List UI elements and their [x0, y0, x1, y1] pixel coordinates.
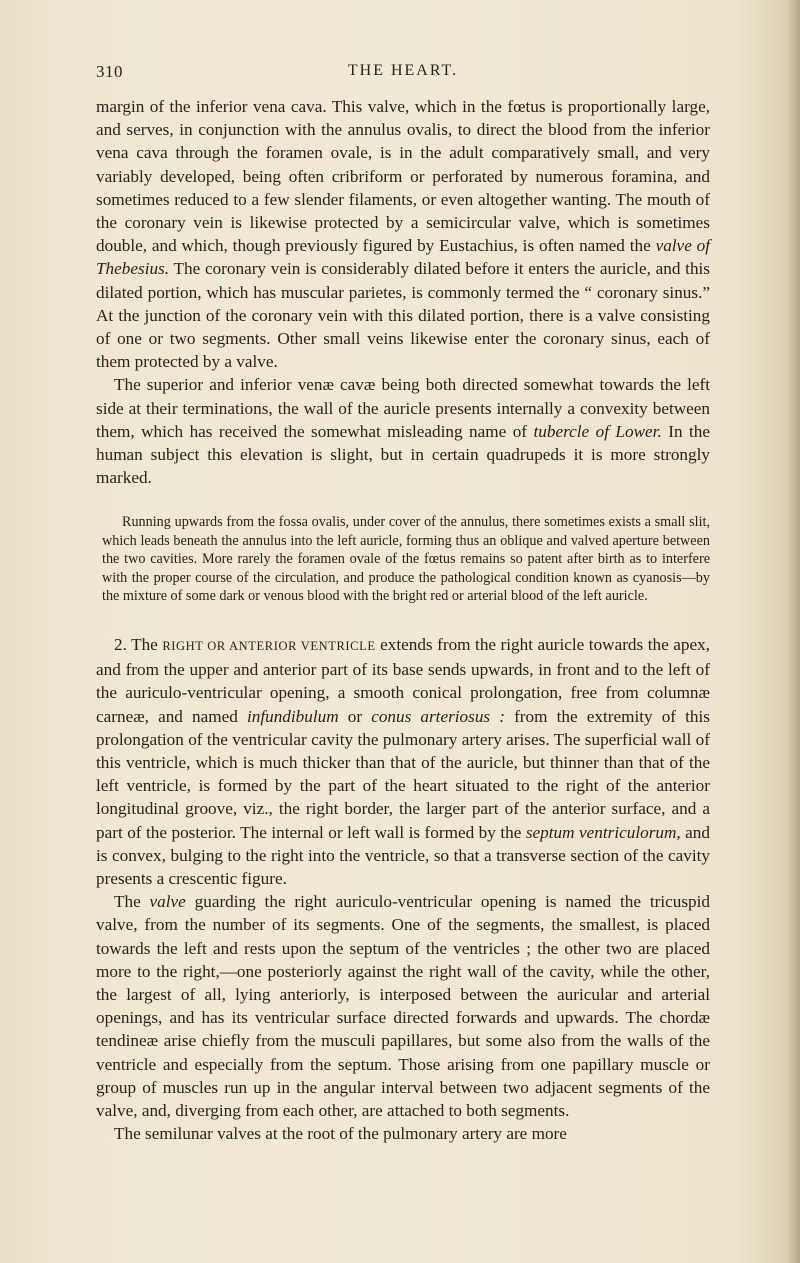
section-heading: RIGHT OR ANTERIOR VENTRICLE: [162, 638, 376, 653]
text-run: The coronary vein is considerably dilated before it enters the auricle, and this dilated portion, which has muscular parietes, is commonly termed the “ coronary sinus.” At the junction of the coronary vein with this dilated portion, there is a valve consisting of one or two segments. Other small veins likewise enter the coronary sinus, each of them protected by a valve.: [96, 259, 710, 372]
text-run: or: [338, 706, 372, 726]
text-run: and is convex, bulging to the right into the ventricle, so that a transverse section of the cavity presents a crescentic figure.: [96, 822, 710, 888]
running-head: THE HEART.: [347, 62, 459, 79]
text-run: In the human subject this elevation is slight, but in certain quadrupeds it is more strongly marked.: [96, 421, 710, 488]
text-run: The: [114, 892, 150, 912]
page-edge-shadow: [786, 0, 800, 1263]
italic-term: infundibulum: [246, 706, 339, 726]
text-run: from the extremity of this prolongation of the ventricular cavity the pulmonary artery arises. The superficial wall of this ventricle, which is much thicker than that of the auricle, but thinner than that of the left ventricle, is formed by the part of the heart situated to the right of the anterior longitudinal groove, viz., the right border, the larger part of the anterior surface, and a part of the posterior. The internal or left wall is formed by the: [96, 706, 710, 842]
paragraph-semilunar-valves: The semilunar valves at the root of the pulmonary artery are more: [114, 1124, 567, 1144]
paragraph-eustachian-valve: [96, 95, 710, 373]
paragraph-tubercle: [96, 373, 710, 489]
italic-term: valve of Thebesius.: [96, 236, 711, 279]
italic-term: valve: [149, 892, 186, 912]
text-run: margin of the inferior vena cava. This valve, which in the fœtus is proportionally large, and serves, in conjunction with the annulus ovalis, to direct the blood from the inferior vena cava through the foramen ovale, is in the adult comparatively small, and very variably developed, being often cribriform or perforated by numerous foramina, and sometimes reduced to a few slender filaments, or even altogether wanting. The mouth of the coronary vein is likewise protected by a semicircular valve, which is sometimes double, and which, though previously figured by Eustachius, is often named the: [96, 97, 710, 256]
text-run: guarding the right auriculo-ventricular opening is named the tricuspid valve, from the number of its segments. One of the segments, the smallest, is placed towards the left and rests upon the septum of the ventricles ; the other two are placed more to the right,—one posteriorly against the right wall of the cavity, while the other, the largest of all, lying anteriorly, is interposed between the auricular and arterial openings, and has its ventricular surface directed forwards and upwards. The chordæ tendineæ arise chiefly from the musculi papillares, but some also from the walls of the ventricle and especially from the septum. Those arising from one papillary muscle or group of muscles run up in the angular interval between two adjacent segments of the valve, and, diverging from each other, are attached to both segments.: [96, 892, 710, 1121]
text-run: The superior and inferior venæ cavæ being both directed somewhat towards the left side at their terminations, the wall of the auricle presents internally a convexity between them, which has received the somewhat misleading name of: [96, 375, 710, 441]
page-header: [96, 62, 710, 86]
paragraph-right-ventricle: [96, 633, 710, 890]
page-number: 310: [96, 62, 123, 81]
small-print-note: Running upwards from the fossa ovalis, under cover of the annulus, there sometimes exists a small slit, which leads beneath the annulus into the left auricle, forming thus an oblique and valved aperture between the two cavities. More rarely the foramen ovale of the fœtus remains so patent after birth as to interfere with the proper course of the circulation, and produce the pathological condition known as cyanosis—by the mixture of some dark or venous blood with the bright red or arterial blood of the left auricle.: [102, 514, 710, 605]
body-text: [96, 95, 710, 1145]
section-number: 2. The: [114, 634, 163, 654]
text-run: extends from the right auricle towards the apex, and from the upper and anterior part of its base sends upwards, in front and to the left of the auriculo-ventricular opening, a smooth conical prolongation, free from columnæ carneæ, and named: [96, 634, 710, 726]
italic-term: septum ventriculorum,: [525, 822, 681, 842]
italic-term: tubercle of Lower.: [533, 421, 662, 441]
paragraph-tricuspid-valve: [96, 890, 710, 1122]
italic-term: conus arteriosus :: [371, 706, 505, 726]
